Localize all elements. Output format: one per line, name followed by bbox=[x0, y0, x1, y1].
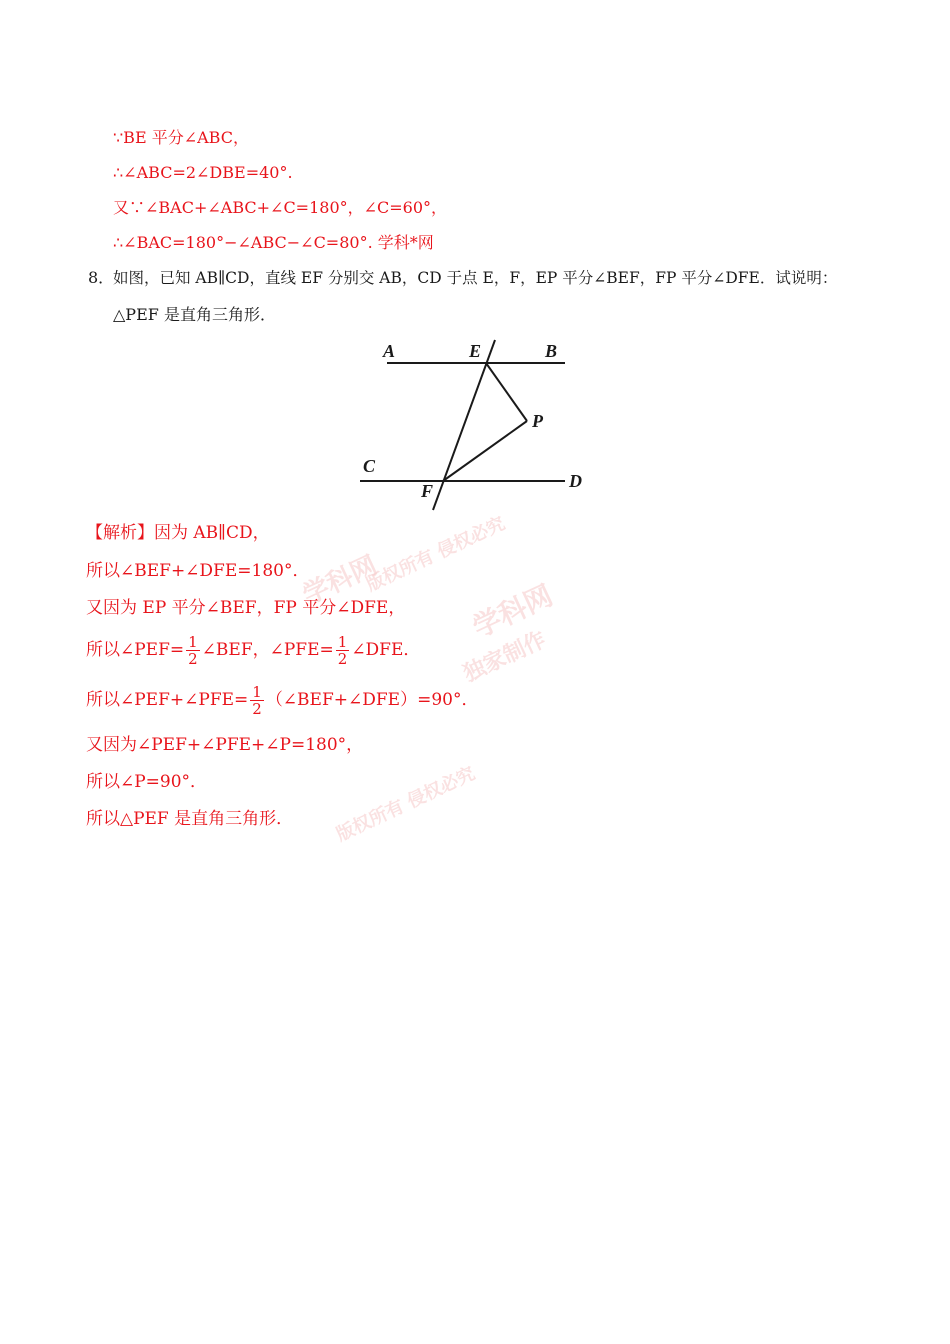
solution-line-4-a: 所以∠PEF= bbox=[86, 640, 185, 660]
line-ef bbox=[433, 340, 495, 510]
fraction-half bbox=[250, 684, 264, 717]
watermark-3: 学科网 bbox=[467, 578, 558, 645]
geometry-figure bbox=[355, 335, 595, 515]
solution-line-4 bbox=[86, 627, 420, 673]
solution-line-1-text: 因为 AB∥CD， bbox=[154, 523, 270, 543]
fraction-numerator: 1 bbox=[188, 633, 198, 651]
solution-line-7: 所以∠P=90°． bbox=[86, 772, 208, 792]
solution-line-4-b: ∠BEF，∠PFE= bbox=[201, 640, 334, 660]
solution-line-5 bbox=[86, 677, 478, 723]
solution-line-6: 又因为∠PEF+∠PFE+∠P=180°， bbox=[86, 735, 364, 755]
problem-text-line-2: △PEF 是直角三角形． bbox=[113, 305, 276, 324]
solution-heading: 【解析】 bbox=[86, 523, 154, 543]
problem-number: 8． bbox=[88, 268, 115, 287]
watermark-1: 学科网 bbox=[298, 550, 382, 611]
prev-solution-line-3: 又∵∠BAC+∠ABC+∠C=180°，∠C=60°， bbox=[113, 198, 448, 217]
fraction-numerator: 1 bbox=[252, 683, 262, 701]
fraction-half bbox=[186, 634, 200, 667]
fraction-denominator: 2 bbox=[337, 650, 348, 668]
fraction-half bbox=[336, 634, 350, 667]
solution-line-2: 所以∠BEF+∠DFE=180°． bbox=[86, 561, 310, 581]
label-a: A bbox=[383, 341, 396, 361]
label-f: F bbox=[421, 481, 434, 501]
prev-solution-line-4: ∴∠BAC=180°−∠ABC−∠C=80°. 学科*网 bbox=[113, 233, 434, 252]
label-p: P bbox=[532, 411, 543, 431]
solution-line-5-a: 所以∠PEF+∠PFE= bbox=[86, 690, 249, 710]
label-e: E bbox=[469, 341, 482, 361]
label-d: D bbox=[569, 471, 582, 491]
segment-fp bbox=[443, 421, 527, 481]
watermark-4: 独家制作 bbox=[459, 627, 551, 688]
fraction-numerator: 1 bbox=[337, 633, 348, 651]
watermark-5: 版权所有 侵权必究 bbox=[333, 763, 479, 846]
solution-line-1 bbox=[86, 523, 270, 543]
solution-line-4-c: ∠DFE． bbox=[351, 640, 421, 660]
prev-solution-line-2: ∴∠ABC=2∠DBE=40°. bbox=[113, 163, 293, 182]
solution-line-5-b: （∠BEF+∠DFE）=90°． bbox=[265, 690, 479, 710]
label-b: B bbox=[545, 341, 558, 361]
watermark-2: 版权所有 侵权必究 bbox=[363, 513, 509, 596]
fraction-denominator: 2 bbox=[188, 650, 198, 668]
fraction-denominator: 2 bbox=[252, 700, 262, 718]
label-c: C bbox=[363, 456, 376, 476]
solution-line-3: 又因为 EP 平分∠BEF，FP 平分∠DFE， bbox=[86, 598, 406, 618]
solution-line-8: 所以△PEF 是直角三角形． bbox=[86, 809, 294, 829]
segment-ep bbox=[486, 363, 527, 421]
prev-solution-line-1: ∵BE 平分∠ABC， bbox=[113, 128, 249, 147]
problem-text-line-1: 如图，已知 AB∥CD，直线 EF 分别交 AB，CD 于点 E，F，EP 平分∠BEF，FP 平分∠DFE．试说明： bbox=[113, 269, 838, 287]
